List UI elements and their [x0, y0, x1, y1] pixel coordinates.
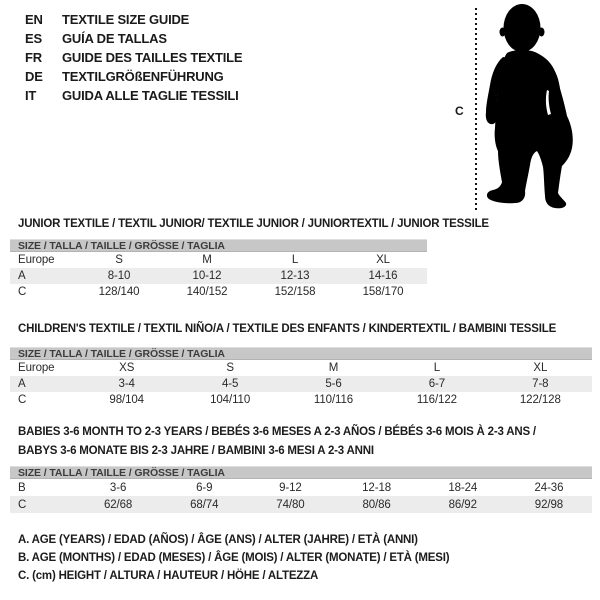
table-row: [10, 268, 427, 284]
size-cell: XL: [533, 362, 548, 374]
table-row: [10, 496, 592, 513]
table-row: [10, 392, 592, 408]
babies-title-line-2: BABYS 3-6 MONATE BIS 2-3 JAHRE / BAMBINI 3-6 MESI A 2-3 ANNI: [18, 445, 374, 457]
measure-label-c: C: [455, 104, 464, 118]
children-table-title: CHILDREN'S TEXTILE / TEXTIL NIÑO/A / TEXTILE DES ENFANTS / KINDERTEXTIL / BAMBINI TESSILE: [18, 323, 557, 335]
legend-notes: [18, 531, 449, 585]
language-code: ES: [25, 31, 42, 46]
size-cell: 9-12: [279, 481, 302, 494]
language-code: FR: [25, 50, 42, 65]
size-cell: 3-6: [109, 481, 127, 494]
language-code: DE: [25, 69, 43, 84]
language-label: TEXTILGRÖßENFÜHRUNG: [62, 69, 224, 84]
size-cell: 10-12: [192, 270, 222, 282]
size-header-bar: SIZE / TALLA / TAILLE / GRÖSSE / TAGLIA: [10, 239, 427, 252]
size-header-bar: SIZE / TALLA / TAILLE / GRÖSSE / TAGLIA: [10, 347, 592, 360]
row-label: A: [18, 378, 26, 390]
table-row: [10, 360, 592, 376]
junior-table-title: JUNIOR TEXTILE / TEXTIL JUNIOR/ TEXTILE JUNIOR / JUNIORTEXTIL / JUNIOR TESSILE: [18, 218, 489, 230]
table-row: [10, 284, 427, 300]
row-label: C: [18, 394, 27, 406]
size-cell: 12-13: [280, 270, 310, 282]
size-cell: 6-7: [428, 378, 446, 390]
language-title-block: [25, 10, 242, 105]
size-cell: 62/68: [103, 498, 133, 511]
babies-title-line-1: BABIES 3-6 MONTH TO 2-3 YEARS / BEBÉS 3-6 MESES A 2-3 AÑOS / BÉBÉS 3-6 MOIS À 2-3 ANS /: [18, 426, 536, 438]
language-row-fr: [25, 48, 242, 67]
language-code: EN: [25, 12, 43, 27]
size-cell: 6-9: [196, 481, 213, 494]
size-cell: L: [291, 254, 299, 266]
size-cell: XL: [376, 254, 390, 266]
language-row-it: [25, 86, 242, 105]
size-cell: 92/98: [534, 498, 564, 511]
size-cell: M: [328, 362, 339, 374]
size-cell: 86/92: [448, 498, 477, 511]
note-age-years: A. AGE (YEARS) / EDAD (AÑOS) / ÂGE (ANS) / ALTER (JAHRE) / ETÀ (ANNI): [18, 534, 418, 546]
size-header-bar: SIZE / TALLA / TAILLE / GRÖSSE / TAGLIA: [10, 466, 592, 479]
language-row-en: [25, 10, 242, 29]
size-cell: 68/74: [190, 498, 219, 511]
language-row-es: [25, 29, 242, 48]
size-cell: S: [226, 362, 234, 374]
size-cell: 98/104: [109, 394, 144, 406]
table-row: [10, 479, 592, 496]
language-row-de: [25, 67, 242, 86]
size-cell: 12-18: [362, 481, 392, 494]
size-cell: 110/116: [313, 394, 354, 406]
junior-size-table: [10, 239, 427, 300]
size-cell: 24-36: [534, 481, 564, 494]
size-cell: 116/122: [416, 394, 457, 406]
row-label: B: [18, 481, 26, 494]
language-label: GUIDE DES TAILLES TEXTILE: [62, 50, 243, 65]
language-code: IT: [25, 88, 37, 103]
size-cell: 5-6: [325, 378, 342, 390]
height-measure-dashed-line: [475, 8, 477, 211]
row-label: Europe: [18, 362, 55, 374]
language-label: GUIDA ALLE TAGLIE TESSILI: [62, 88, 239, 103]
size-cell: M: [202, 254, 212, 266]
size-cell: 18-24: [448, 481, 478, 494]
language-label: TEXTILE SIZE GUIDE: [62, 12, 190, 27]
size-cell: 140/152: [186, 286, 228, 298]
table-row: [10, 252, 427, 268]
size-cell: 152/158: [274, 286, 316, 298]
size-cell: L: [433, 362, 441, 374]
size-cell: 74/80: [276, 498, 305, 511]
size-cell: 14-16: [368, 270, 398, 282]
children-size-table: [10, 347, 592, 408]
babies-table-title: [18, 423, 536, 461]
size-cell: 104/110: [210, 394, 251, 406]
row-label: C: [18, 286, 27, 298]
size-cell: 8-10: [107, 270, 131, 282]
size-cell: S: [115, 254, 123, 266]
row-label: Europe: [18, 254, 55, 266]
size-cell: 4-5: [221, 378, 239, 390]
size-cell: 158/170: [362, 286, 404, 298]
size-cell: 3-4: [118, 378, 135, 390]
row-label: C: [18, 498, 27, 511]
size-cell: 80/86: [362, 498, 391, 511]
babies-size-table: [10, 466, 592, 513]
note-height-cm: C. (cm) HEIGHT / ALTURA / HAUTEUR / HÖHE / ALTEZZA: [18, 570, 319, 582]
language-label: GUÍA DE TALLAS: [62, 31, 167, 46]
size-cell: 122/128: [519, 394, 561, 406]
table-row: [10, 376, 592, 392]
size-cell: 7-8: [532, 378, 549, 390]
size-cell: 128/140: [98, 286, 140, 298]
baby-silhouette-icon: [481, 2, 575, 210]
row-label: A: [18, 270, 26, 282]
size-cell: XS: [119, 362, 135, 374]
note-age-months: B. AGE (MONTHS) / EDAD (MESES) / ÂGE (MOIS) / ALTER (MONATE) / ETÀ (MESI): [18, 552, 450, 564]
